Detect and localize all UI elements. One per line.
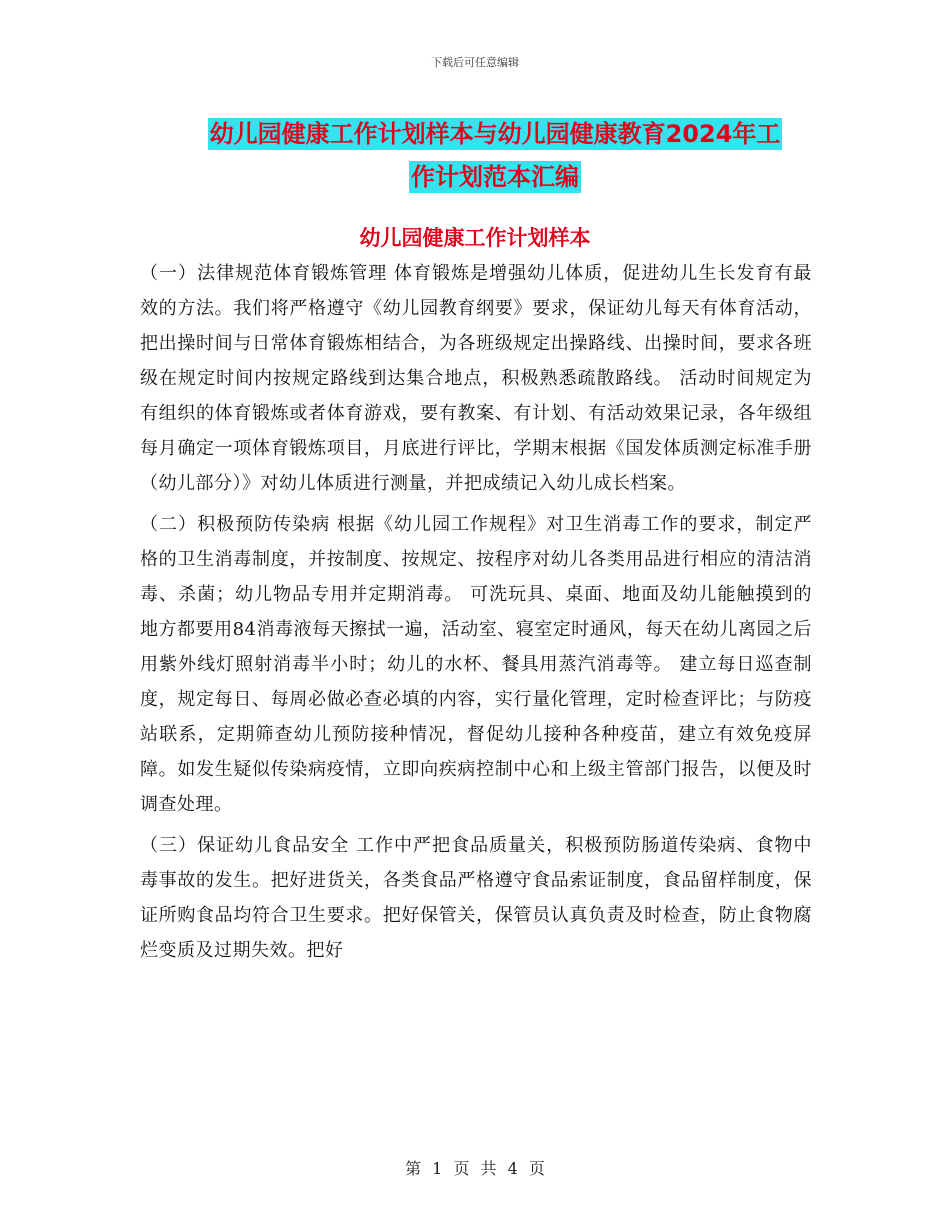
document-title-line-1 <box>185 114 805 149</box>
paragraph-2: （二）积极预防传染病 根据《幼儿园工作规程》对卫生消毒工作的要求，制定严格的卫生消毒制度，并按制度、按规定、按程序对幼儿各类用品进行相应的清洁消毒、杀菌；幼儿物品专用并定期消毒。 可洗玩具、桌面、地面及幼儿能触摸到的地方都要用84消毒液每天擦拭一遍，活动室、寝室定时通风，每天在幼儿离园之后用紫外线灯照射消毒半小时；幼儿的水杯、餐具用蒸汽消毒等。 建立每日巡查制度，规定每日、每周必做必查必填的内容，实行量化管理，定时检查评比；与防疫站联系，定期筛查幼儿预防接种情况，督促幼儿接种各种疫苗，建立有效免疫屏障。如发生疑似传染病疫情，立即向疾病控制中心和上级主管部门报告，以便及时调查处理。 <box>140 514 812 815</box>
title-highlight: 作计划范本汇编 <box>411 163 579 191</box>
document-title-line-2 <box>185 157 805 192</box>
section-title: 幼儿园健康工作计划样本 <box>359 226 591 250</box>
document-body <box>140 256 812 968</box>
paragraph-1: （一）法律规范体育锻炼管理 体育锻炼是增强幼儿体质，促进幼儿生长发育有最效的方法。我们将严格遵守《幼儿园教育纲要》要求，保证幼儿每天有体育活动，把出操时间与日常体育锻炼相结合，为各班级规定出操路线、出操时间，要求各班级在规定时间内按规定路线到达集合地点，积极熟悉疏散路线。 活动时间规定为有组织的体育锻炼或者体育游戏，要有教案、有计划、有活动效果记录，各年级组每月确定一项体育锻炼项目，月底进行评比，学期末根据《国发体质测定标准手册（幼儿部分）》对幼儿体质进行测量，并把成绩记入幼儿成长档案。 <box>140 263 812 494</box>
page-footer: 第 1 页 共 4 页 <box>405 1159 545 1178</box>
title-highlight: 幼儿园健康工作计划样本与幼儿园健康教育2024年工 <box>209 120 781 148</box>
paragraph-3: （三）保证幼儿食品安全 工作中严把食品质量关，积极预防肠道传染病、食物中毒事故的发生。把好进货关，各类食品严格遵守食品索证制度，食品留样制度，保证所购食品均符合卫生要求。把好保管关，保管员认真负责及时检查，防止食物腐烂变质及过期失效。把好 <box>140 835 812 961</box>
page-header-note: 下载后可任意编辑 <box>431 56 519 69</box>
